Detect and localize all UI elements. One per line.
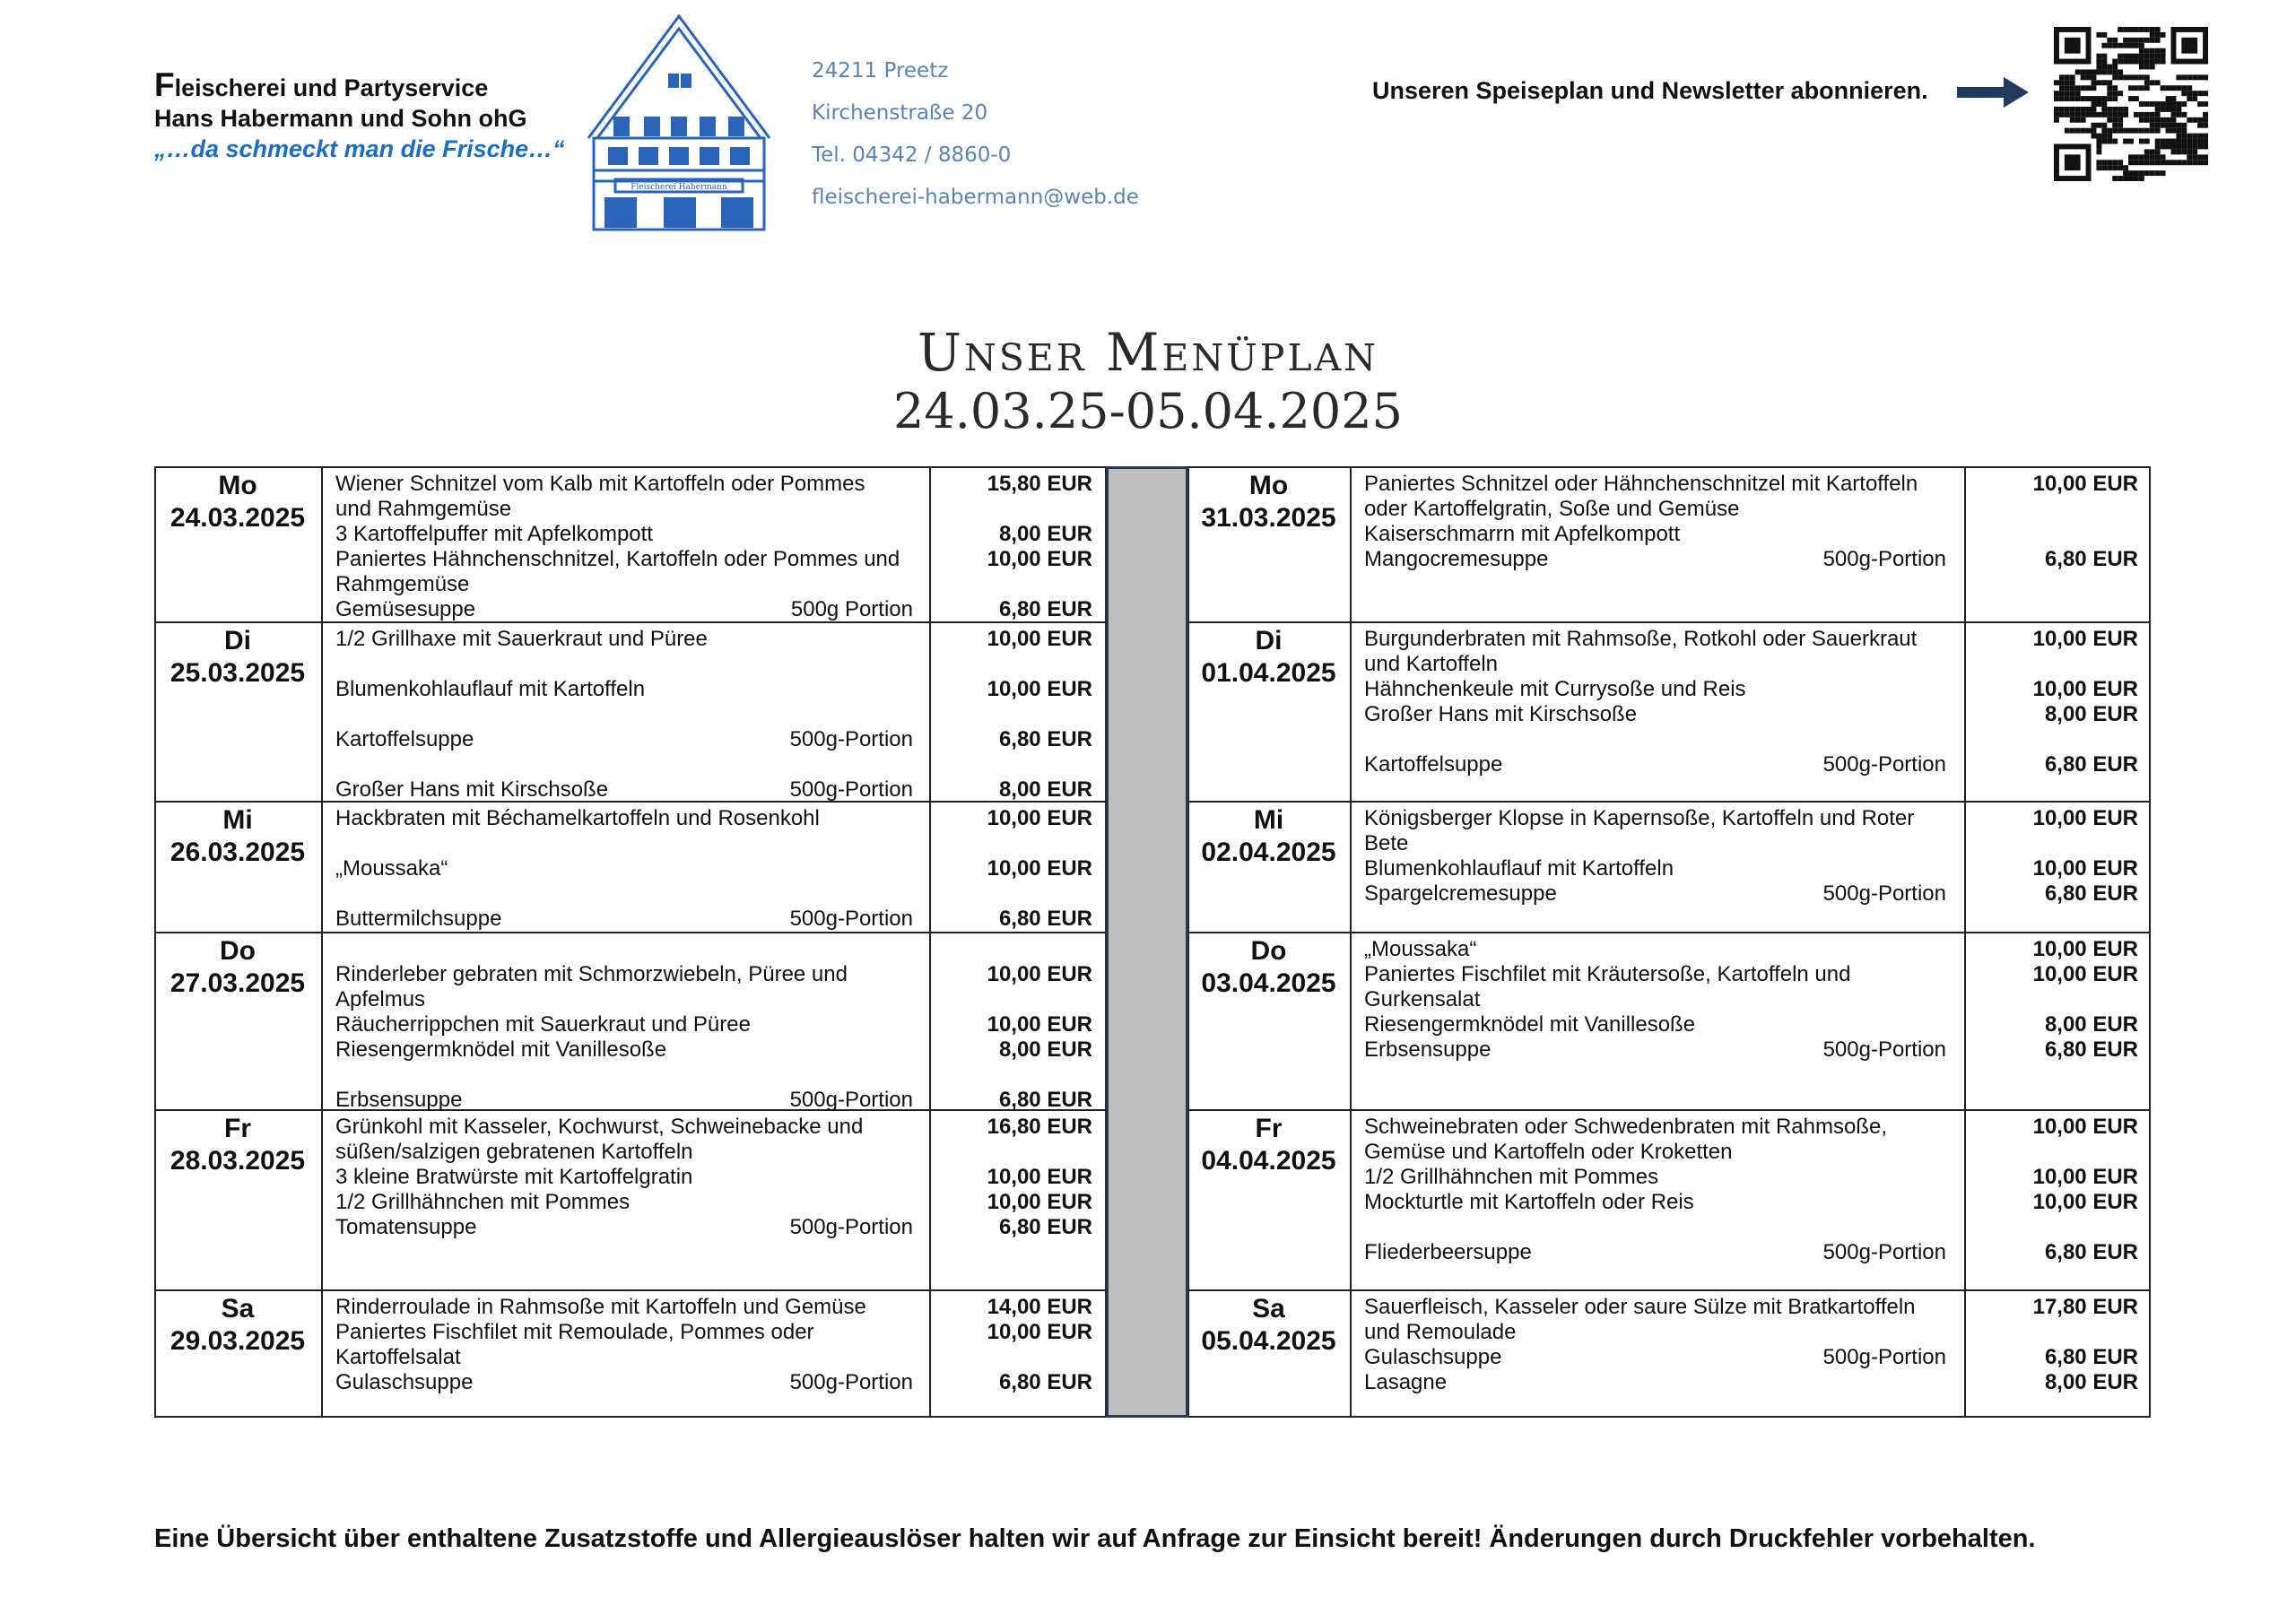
portion-size: 500g-Portion: [789, 777, 913, 802]
portion-size: 500g-Portion: [1822, 547, 1946, 571]
menu-item-text: Paniertes Schnitzel oder Hähnchenschnitzel mit Kartoffeln: [1364, 472, 1918, 496]
day-cell: [1187, 1293, 1350, 1358]
price: 6,80 EUR: [2044, 752, 2138, 777]
menu-item-text: 1/2 Grillhähnchen mit Pommes: [1364, 1165, 1659, 1189]
menu-item-text: Kartoffelsuppe: [335, 727, 474, 751]
company-block: [154, 66, 565, 164]
menu-item-text: Hähnchenkeule mit Currysoße und Reis: [1364, 677, 1746, 701]
table-row-divider: [1187, 801, 2151, 803]
menu-title-dates: 24.03.25-05.04.2025: [893, 383, 1403, 439]
price: 6,80 EUR: [2044, 881, 2138, 906]
day-cell: [1187, 935, 1350, 1000]
price: 10,00 EUR: [2032, 806, 2138, 830]
price: 14,00 EUR: [987, 1295, 1092, 1319]
address-phone: Tel. 04342 / 8860-0: [812, 143, 1012, 167]
menu-item-text: Rinderroulade in Rahmsoße mit Kartoffeln und Gemüse: [335, 1295, 866, 1319]
table-row-divider: [1187, 1289, 2151, 1291]
price: 15,80 EUR: [987, 472, 1092, 496]
price: 10,00 EUR: [987, 962, 1092, 986]
menu-item-text: Kartoffelsuppe: [1364, 752, 1503, 777]
portion-size: 500g Portion: [790, 597, 913, 621]
menu-item-text: Rahmgemüse: [335, 572, 470, 596]
weekday: Fr: [1255, 1114, 1283, 1143]
day-cell: [1187, 804, 1350, 869]
table-column-divider: [1964, 466, 1966, 1418]
company-name-line2: Hans Habermann und Sohn ohG: [154, 105, 527, 132]
day-cell: [154, 1293, 321, 1358]
price: 8,00 EUR: [998, 777, 1092, 802]
price: 8,00 EUR: [2044, 1012, 2138, 1037]
menu-item-text: 1/2 Grillhaxe mit Sauerkraut und Püree: [335, 627, 708, 651]
weekday: Di: [224, 626, 251, 655]
weekday: Mo: [1248, 471, 1289, 500]
menu-item-text: Erbsensuppe: [1364, 1037, 1492, 1062]
price: 6,80 EUR: [2044, 1037, 2138, 1062]
weekday: Mi: [222, 805, 253, 835]
newsletter-text: Unseren Speiseplan und Newsletter abonnieren.: [1372, 77, 1928, 104]
price: 16,80 EUR: [987, 1115, 1092, 1139]
price: 10,00 EUR: [2032, 1115, 2138, 1139]
table-column-divider: [321, 466, 323, 1418]
day-cell: [154, 804, 321, 869]
portion-size: 500g-Portion: [789, 727, 913, 751]
address-block: [812, 50, 1139, 219]
date: 24.03.2025: [170, 503, 306, 533]
menu-item-text: Apfelmus: [335, 987, 426, 1011]
menu-item-text: Rinderleber gebraten mit Schmorzwiebeln, Püree und: [335, 962, 848, 986]
day-cell: [154, 470, 321, 534]
menu-item-text: oder Kartoffelgratin, Soße und Gemüse: [1364, 497, 1740, 521]
table-column-divider: [1350, 466, 1352, 1418]
address-city: 24211 Preetz: [812, 59, 949, 82]
menu-title-heading: Unser Menüplan: [917, 322, 1379, 383]
menu-item-text: „Moussaka“: [335, 856, 448, 881]
menu-item-text: 3 kleine Bratwürste mit Kartoffelgratin: [335, 1165, 693, 1189]
menu-item-text: Hackbraten mit Béchamelkartoffeln und Rosenkohl: [335, 806, 820, 830]
weekday: Do: [220, 936, 256, 966]
menu-item-text: Kartoffelsalat: [335, 1345, 461, 1369]
price: 10,00 EUR: [987, 627, 1092, 651]
weekday: Mo: [218, 471, 257, 500]
menu-item-text: Sauerfleisch, Kasseler oder saure Sülze mit Bratkartoffeln: [1364, 1295, 1916, 1319]
price: 8,00 EUR: [2044, 702, 2138, 726]
date: 31.03.2025: [1201, 503, 1336, 533]
price: 10,00 EUR: [2032, 677, 2138, 701]
portion-size: 500g-Portion: [1822, 752, 1946, 777]
table-separator: [1106, 466, 1188, 1418]
menu-item-text: 3 Kartoffelpuffer mit Apfelkompott: [335, 522, 653, 546]
day-cell: [1187, 625, 1350, 690]
address-street: Kirchenstraße 20: [812, 101, 988, 125]
price: 6,80 EUR: [2044, 1345, 2138, 1369]
menu-item-text: Paniertes Hähnchenschnitzel, Kartoffeln oder Pommes und: [335, 547, 900, 571]
company-slogan: „…da schmeckt man die Frische…“: [154, 135, 565, 162]
price: 6,80 EUR: [998, 1088, 1092, 1112]
price: 10,00 EUR: [2032, 937, 2138, 961]
price: 6,80 EUR: [998, 727, 1092, 751]
menu-item-text: Grünkohl mit Kasseler, Kochwurst, Schweinebacke und: [335, 1115, 864, 1139]
date: 01.04.2025: [1201, 658, 1336, 688]
table-row-divider: [1187, 621, 2151, 623]
menu-item-text: Lasagne: [1364, 1370, 1448, 1394]
day-cell: [154, 625, 321, 690]
house-sign: Fleischerei Habermann: [631, 183, 727, 192]
day-cell: [154, 935, 321, 1000]
price: 10,00 EUR: [2032, 962, 2138, 986]
menu-item-text: Spargelcremesuppe: [1364, 881, 1557, 906]
menu-item-text: Räucherrippchen mit Sauerkraut und Püree: [335, 1012, 751, 1037]
menu-item-text: und Kartoffeln: [1364, 652, 1499, 676]
qr-code-icon[interactable]: [2054, 27, 2208, 181]
menu-item-text: Gurkensalat: [1364, 987, 1481, 1011]
price: 6,80 EUR: [998, 1215, 1092, 1239]
portion-size: 500g-Portion: [1822, 881, 1946, 906]
price: 8,00 EUR: [998, 1037, 1092, 1062]
portion-size: 500g-Portion: [1822, 1037, 1946, 1062]
menu-item-text: Gulaschsuppe: [335, 1370, 474, 1394]
weekday: Mi: [1253, 805, 1284, 835]
menu-item-text: und Remoulade: [1364, 1320, 1517, 1344]
menu-item-text: „Moussaka“: [1364, 937, 1477, 961]
price: 6,80 EUR: [2044, 1240, 2138, 1264]
day-cell: [154, 1113, 321, 1177]
menu-item-text: Gemüse und Kartoffeln oder Kroketten: [1364, 1140, 1733, 1164]
price: 10,00 EUR: [987, 1012, 1092, 1037]
table-row-divider: [1187, 1109, 2151, 1111]
portion-size: 500g-Portion: [789, 1215, 913, 1239]
menu-item-text: Mangocremesuppe: [1364, 547, 1549, 571]
price: 10,00 EUR: [987, 547, 1092, 571]
menu-item-text: Riesengermknödel mit Vanillesoße: [1364, 1012, 1696, 1037]
menu-title: [0, 323, 2296, 441]
allergy-notice: Eine Übersicht über enthaltene Zusatzstoffe und Allergieauslöser halten wir auf Anfrage zur Einsicht bereit! Änderungen durch Druckfehler vorbehalten.: [154, 1524, 2036, 1553]
address-email[interactable]: fleischerei-habermann@web.de: [812, 186, 1139, 209]
price: 8,00 EUR: [998, 522, 1092, 546]
menu-item-text: Riesengermknödel mit Vanillesoße: [335, 1037, 667, 1062]
price: 10,00 EUR: [2032, 856, 2138, 881]
portion-size: 500g-Portion: [789, 1370, 913, 1394]
menu-item-text: Erbsensuppe: [335, 1088, 463, 1112]
menu-item-text: und Rahmgemüse: [335, 497, 512, 521]
menu-item-text: Großer Hans mit Kirschsoße: [1364, 702, 1638, 726]
menu-item-text: Schweinebraten oder Schwedenbraten mit Rahmsoße,: [1364, 1115, 1887, 1139]
menu-item-text: Paniertes Fischfilet mit Kräutersoße, Kartoffeln und: [1364, 962, 1851, 986]
price: 10,00 EUR: [2032, 1190, 2138, 1214]
price: 10,00 EUR: [2032, 1165, 2138, 1189]
weekday: Sa: [221, 1294, 255, 1324]
menu-item-text: Burgunderbraten mit Rahmsoße, Rotkohl oder Sauerkraut: [1364, 627, 1918, 651]
portion-size: 500g-Portion: [789, 907, 913, 931]
day-cell: [1187, 1113, 1350, 1177]
table-column-divider: [929, 466, 931, 1418]
date: 02.04.2025: [1201, 838, 1336, 867]
menu-item-text: 1/2 Grillhähnchen mit Pommes: [335, 1190, 631, 1214]
price: 8,00 EUR: [2044, 1370, 2138, 1394]
price: 10,00 EUR: [2032, 472, 2138, 496]
menu-item-text: Wiener Schnitzel vom Kalb mit Kartoffeln oder Pommes: [335, 472, 865, 496]
weekday: Di: [1255, 626, 1283, 655]
date: 29.03.2025: [170, 1326, 306, 1356]
menu-item-text: Gemüsesuppe: [335, 597, 476, 621]
price: 6,80 EUR: [998, 907, 1092, 931]
date: 25.03.2025: [170, 658, 306, 688]
price: 6,80 EUR: [998, 1370, 1092, 1394]
menu-item-text: Tomatensuppe: [335, 1215, 477, 1239]
menu-item-text: Bete: [1364, 831, 1409, 855]
portion-size: 500g-Portion: [789, 1088, 913, 1112]
company-name-line1: leischerei und Partyservice: [174, 74, 489, 101]
menu-item-text: Blumenkohlauflauf mit Kartoffeln: [1364, 856, 1674, 881]
price: 6,80 EUR: [2044, 547, 2138, 571]
menu-item-text: Paniertes Fischfilet mit Remoulade, Pommes oder: [335, 1320, 814, 1344]
table-row-divider: [1187, 932, 2151, 933]
menu-item-text: Blumenkohlauflauf mit Kartoffeln: [335, 677, 646, 701]
price: 10,00 EUR: [987, 806, 1092, 830]
weekday: Fr: [224, 1114, 251, 1143]
menu-item-text: Kaiserschmarrn mit Apfelkompott: [1364, 522, 1681, 546]
portion-size: 500g-Portion: [1822, 1240, 1946, 1264]
menu-item-text: Mockturtle mit Kartoffeln oder Reis: [1364, 1190, 1694, 1214]
date: 27.03.2025: [170, 968, 306, 998]
date: 26.03.2025: [170, 838, 306, 867]
table-row-divider: [154, 932, 1107, 933]
menu-item-text: Buttermilchsuppe: [335, 907, 502, 931]
price: 10,00 EUR: [2032, 627, 2138, 651]
menu-item-text: süßen/salzigen gebratenen Kartoffeln: [335, 1140, 693, 1164]
arrow-right-icon: [1957, 77, 2029, 108]
menu-item-text: Königsberger Klopse in Kapernsoße, Kartoffeln und Roter: [1364, 806, 1915, 830]
day-cell: [1187, 470, 1350, 534]
house-logo-icon: [581, 11, 777, 233]
price: 10,00 EUR: [987, 1165, 1092, 1189]
weekday: Sa: [1252, 1294, 1285, 1324]
price: 6,80 EUR: [998, 597, 1092, 621]
menu-item-text: Großer Hans mit Kirschsoße: [335, 777, 609, 802]
date: 28.03.2025: [170, 1146, 306, 1176]
price: 10,00 EUR: [987, 856, 1092, 881]
company-first-letter: F: [154, 66, 175, 103]
date: 04.04.2025: [1201, 1146, 1336, 1176]
date: 03.04.2025: [1201, 968, 1336, 998]
price: 17,80 EUR: [2032, 1295, 2138, 1319]
date: 05.04.2025: [1201, 1326, 1336, 1356]
menu-item-text: Fliederbeersuppe: [1364, 1240, 1532, 1264]
portion-size: 500g-Portion: [1822, 1345, 1946, 1369]
price: 10,00 EUR: [987, 1320, 1092, 1344]
table-row-divider: [154, 1289, 1107, 1291]
price: 10,00 EUR: [987, 677, 1092, 701]
price: 10,00 EUR: [987, 1190, 1092, 1214]
weekday: Do: [1250, 936, 1287, 966]
menu-item-text: Gulaschsuppe: [1364, 1345, 1502, 1369]
